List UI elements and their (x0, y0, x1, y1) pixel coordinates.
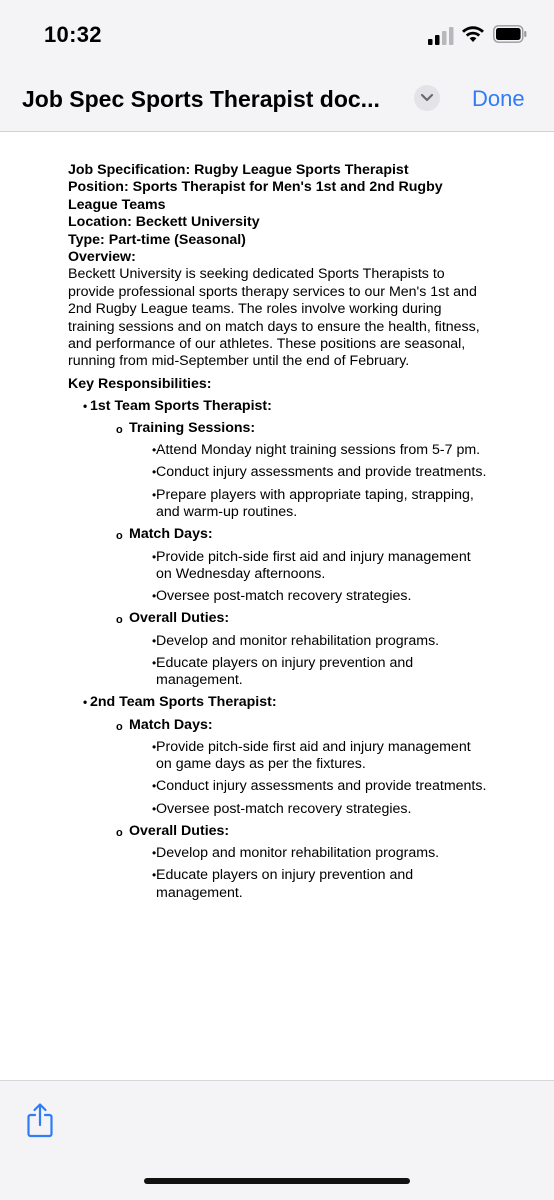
list-item-text: Oversee post-match recovery strategies. (156, 588, 412, 605)
document-content (68, 162, 488, 902)
list-item (68, 442, 488, 459)
wifi-icon (461, 25, 485, 43)
list-item (68, 464, 488, 481)
list-item-text: Oversee post-match recovery strategies. (156, 800, 412, 817)
bullet-icon: • (152, 465, 157, 480)
document-title: Job Spec Sports Therapist doc... (22, 86, 380, 112)
list-item (68, 823, 488, 840)
done-button[interactable]: Done (472, 86, 525, 111)
chevron-down-icon (420, 93, 434, 103)
list-item (68, 487, 488, 522)
list-item (68, 420, 488, 437)
list-item-text: Develop and monitor rehabilitation programs. (156, 632, 440, 649)
list-item (68, 845, 488, 862)
list-item-text: Prepare players with appropriate taping, strapping, and warm-up routines. (156, 486, 474, 521)
list-item (68, 398, 488, 415)
bullet-icon: • (152, 739, 157, 754)
list-item-text: Conduct injury assessments and provide treatments. (156, 464, 487, 481)
spec-type: Type: Part-time (Seasonal) (68, 231, 246, 248)
list-item-text: Conduct injury assessments and provide treatments. (156, 778, 487, 795)
bullet-icon: • (152, 487, 157, 502)
share-icon[interactable] (26, 1102, 54, 1138)
bullet-icon: • (152, 845, 157, 860)
bullet-icon: • (152, 589, 157, 604)
home-indicator[interactable] (144, 1178, 410, 1184)
bullet-icon: • (152, 443, 157, 458)
signal-icon (428, 27, 454, 45)
list-item-text: Provide pitch-side first aid and injury management on Wednesday afternoons. (156, 548, 471, 582)
overview-text: Beckett University is seeking dedicated Sports Therapists to provide professional sports therapy services to our Men's 1st and 2nd Rugby League teams. The roles involve working during training sessions and on match days to ensure the health, fitness, and performance of our athletes. These positions are seasonal, running from mid-September until the end of February. (68, 266, 480, 370)
spec-position: Position: Sports Therapist for Men's 1st and 2nd Rugby League Teams (68, 179, 443, 213)
team2-match-title: Match Days: (129, 716, 213, 733)
bullet-icon: • (83, 398, 88, 413)
document-page[interactable] (0, 132, 554, 1080)
list-item-text: Educate players on injury prevention and management. (156, 867, 414, 901)
list-item (68, 526, 488, 543)
list-item-text: Educate players on injury prevention and management. (156, 654, 414, 689)
list-item-text: Develop and monitor rehabilitation programs. (156, 844, 440, 861)
spec-title: Job Specification: Rugby League Sports Therapist (68, 162, 409, 178)
circle-bullet-icon: o (116, 826, 123, 839)
team1-title: 1st Team Sports Therapist: (90, 397, 272, 414)
list-item-text: Provide pitch-side first aid and injury management on game days as per the fixtures. (156, 738, 471, 773)
circle-bullet-icon: o (116, 720, 123, 733)
team2-duties-title: Overall Duties: (129, 822, 230, 839)
circle-bullet-icon: o (116, 424, 123, 437)
title-menu-button[interactable] (414, 85, 440, 111)
bullet-icon: • (83, 695, 88, 710)
team1-training-title: Training Sessions: (129, 420, 256, 437)
bullet-icon: • (152, 868, 157, 883)
spec-location: Location: Beckett University (68, 214, 260, 231)
nav-bar (0, 62, 554, 132)
bullet-icon: • (152, 779, 157, 794)
bullet-icon: • (152, 549, 157, 564)
team1-duties-title: Overall Duties: (129, 610, 230, 627)
bullet-icon: • (152, 655, 157, 670)
status-bar (0, 0, 554, 60)
team1-match-title: Match Days: (129, 526, 213, 543)
list-item (68, 549, 488, 584)
circle-bullet-icon: o (116, 614, 123, 627)
list-item (68, 588, 488, 605)
list-item (68, 778, 488, 795)
list-item (68, 694, 488, 711)
list-item (68, 655, 488, 690)
list-item (68, 610, 488, 627)
status-time: 10:32 (44, 22, 102, 47)
list-item (68, 739, 488, 774)
list-item-text: Attend Monday night training sessions from 5-7 pm. (156, 442, 481, 459)
circle-bullet-icon: o (116, 530, 123, 543)
key-responsibilities-heading: Key Responsibilities: (68, 375, 212, 392)
list-item (68, 633, 488, 650)
bullet-icon: • (152, 633, 157, 648)
battery-icon (493, 25, 527, 43)
team2-title: 2nd Team Sports Therapist: (90, 694, 277, 711)
list-item (68, 867, 488, 902)
overview-heading: Overview: (68, 249, 136, 266)
list-item (68, 801, 488, 818)
bullet-icon: • (152, 801, 157, 816)
list-item (68, 717, 488, 734)
